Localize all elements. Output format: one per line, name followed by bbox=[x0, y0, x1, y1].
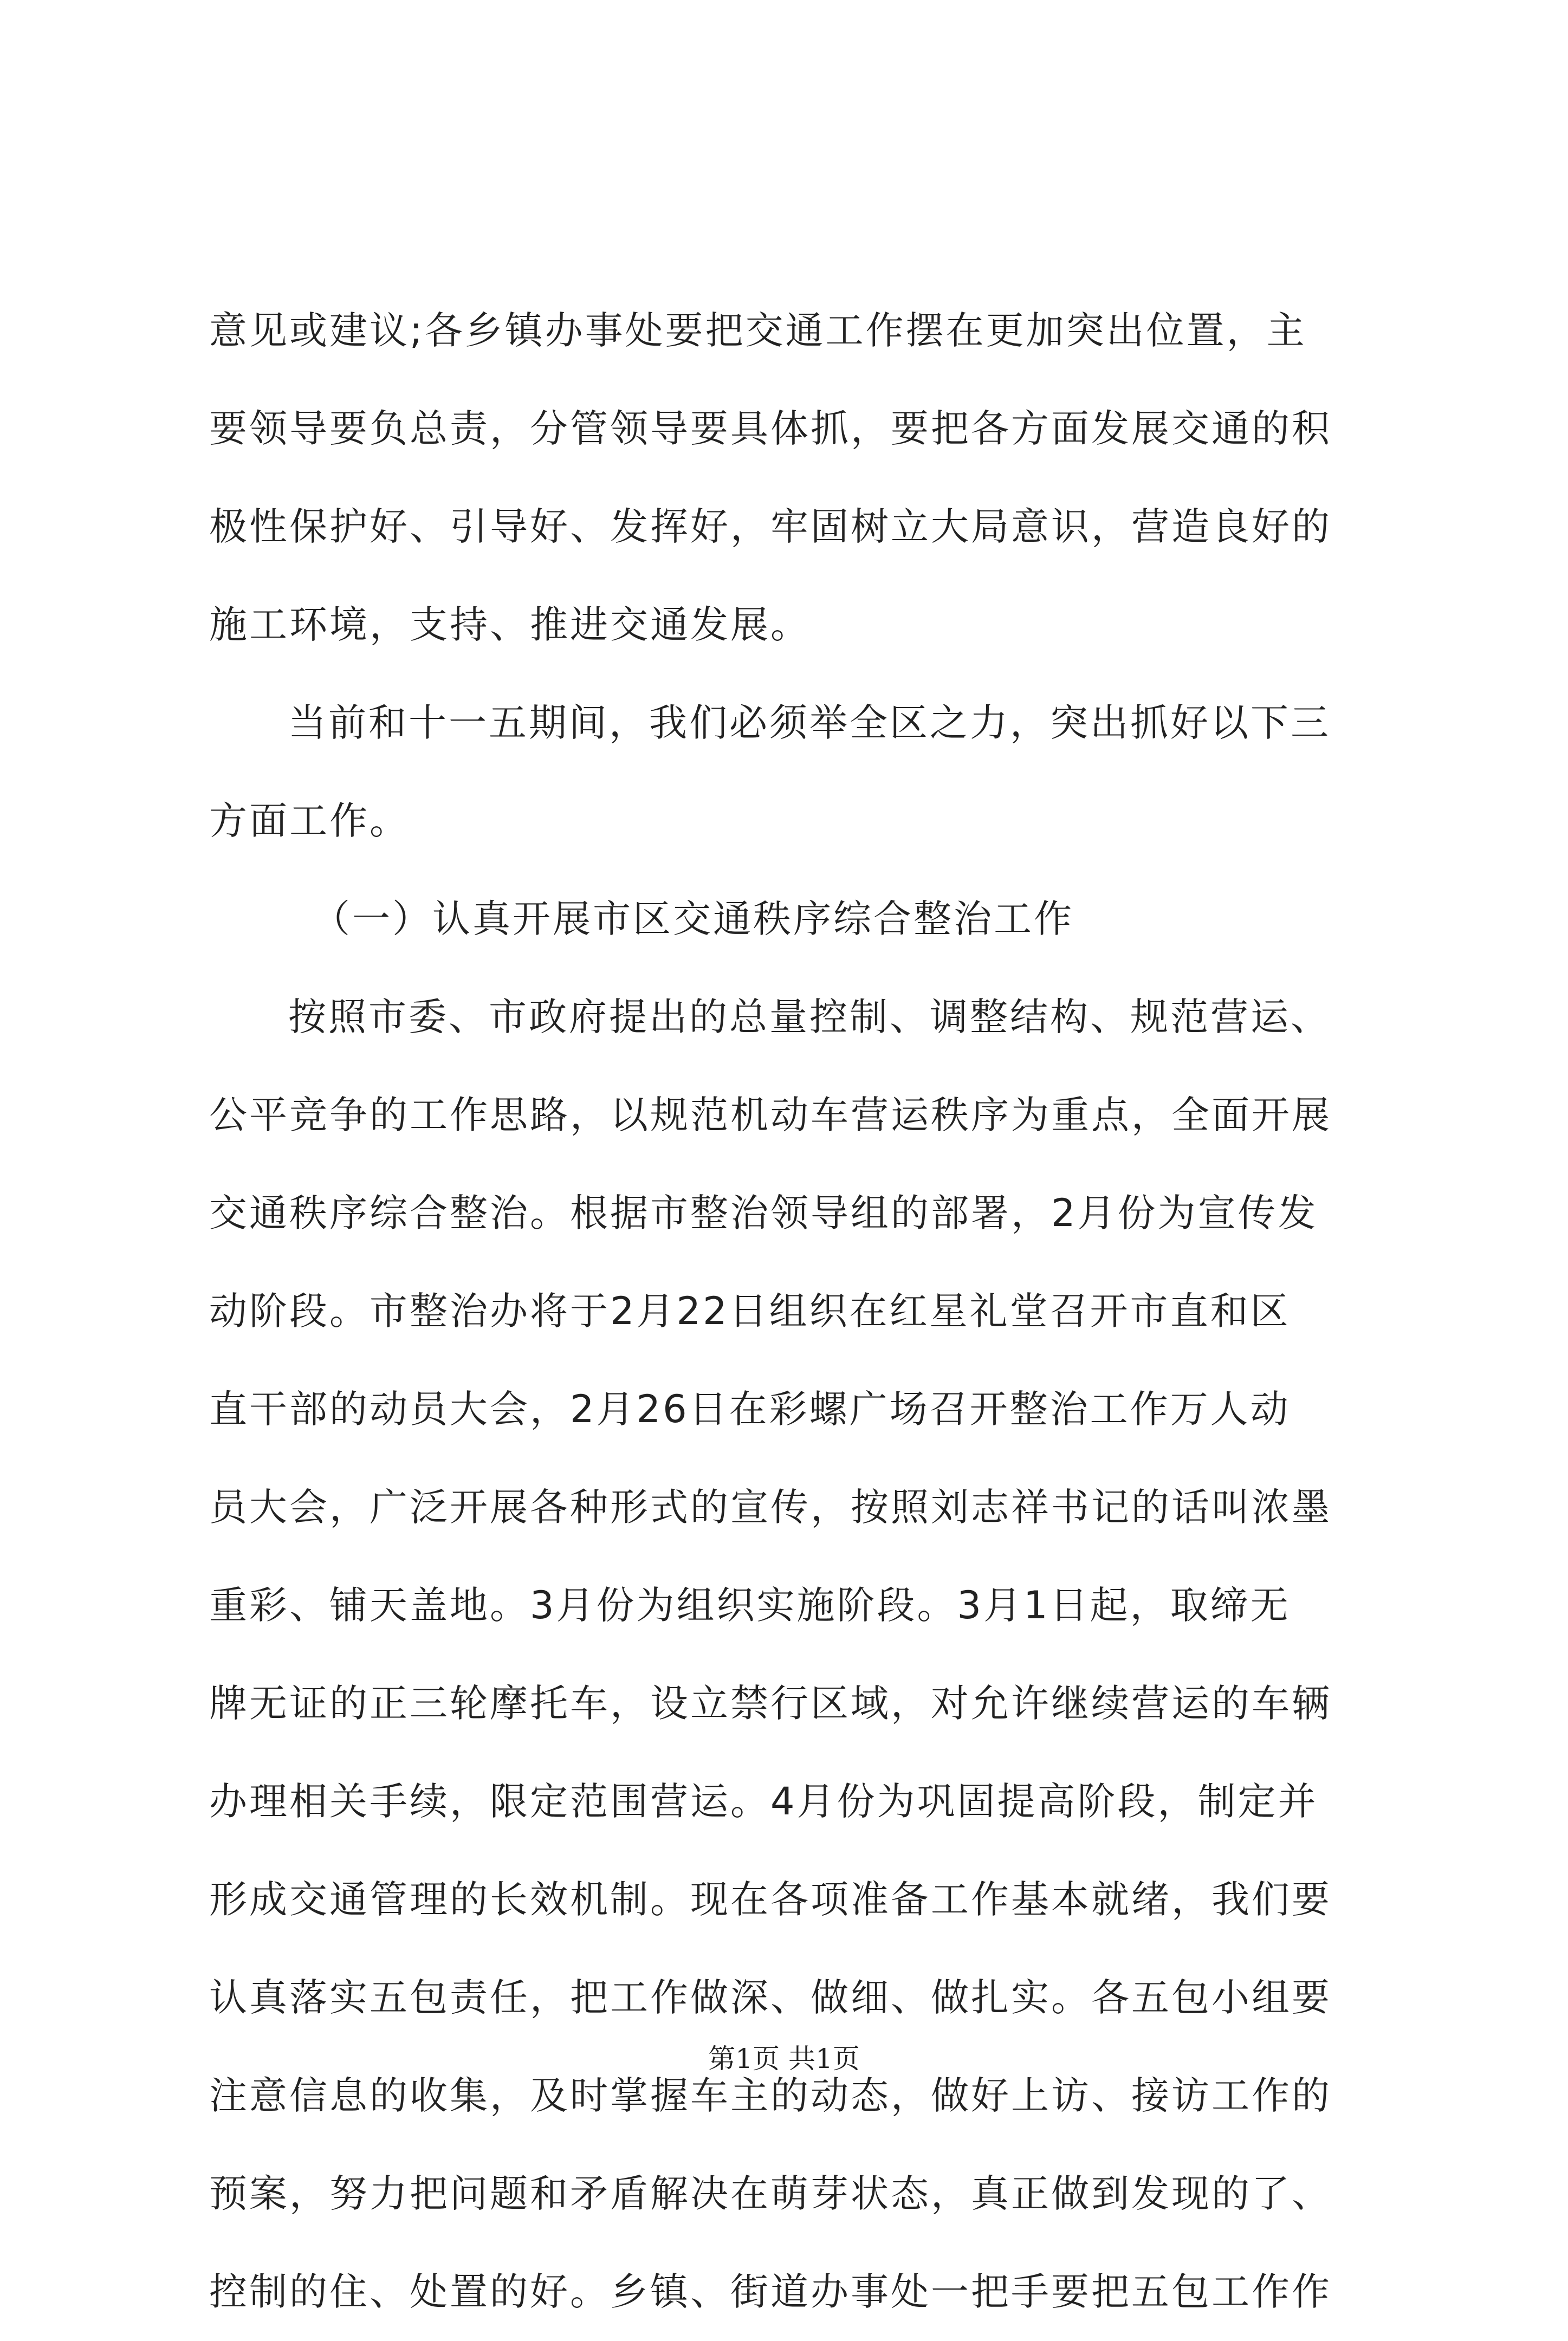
paragraph-line: 办理相关手续，限定范围营运。4月份为巩固提高阶段，制定并 bbox=[209, 1779, 1318, 1824]
document-body bbox=[209, 282, 1369, 2341]
paragraph-line: 形成交通管理的长效机制。现在各项准备工作基本就绪，我们要 bbox=[209, 1877, 1332, 1922]
paragraph-line: 牌无证的正三轮摩托车，设立禁行区域，对允许继续营运的车辆 bbox=[209, 1681, 1332, 1726]
paragraph-line: 当前和十一五期间，我们必须举全区之力，突出抓好以下三 bbox=[288, 701, 1331, 745]
paragraph-line: 直干部的动员大会，2月26日在彩螺广场召开整治工作万人动 bbox=[209, 1387, 1291, 1431]
paragraph-line: 意见或建议;各乡镇办事处要把交通工作摆在更加突出位置，主 bbox=[209, 308, 1307, 353]
paragraph-line: 动阶段。市整治办将于2月22日组织在红星礼堂召开市直和区 bbox=[209, 1289, 1291, 1333]
paragraph-line: 按照市委、市政府提出的总量控制、调整结构、规范营运、 bbox=[288, 995, 1331, 1039]
page-footer bbox=[0, 2037, 1568, 2076]
paragraph-line: 要领导要负总责，分管领导要具体抓，要把各方面发展交通的积 bbox=[209, 406, 1332, 451]
paragraph-line: 认真落实五包责任，把工作做深、做细、做扎实。各五包小组要 bbox=[209, 1975, 1332, 2020]
paragraph-line: 重彩、铺天盖地。3月份为组织实施阶段。3月1日起，取缔无 bbox=[209, 1583, 1291, 1627]
paragraph-line: 控制的住、处置的好。乡镇、街道办事处一把手要把五包工作作 bbox=[209, 2269, 1332, 2314]
paragraph-line: 施工环境，支持、推进交通发展。 bbox=[209, 602, 811, 647]
page-number: 第1页 共1页 bbox=[708, 2043, 860, 2074]
paragraph-line: 方面工作。 bbox=[209, 799, 410, 843]
paragraph-line: 注意信息的收集，及时掌握车主的动态，做好上访、接访工作的 bbox=[209, 2073, 1332, 2118]
paragraph-line: 预案，努力把问题和矛盾解决在萌芽状态，真正做到发现的了、 bbox=[209, 2171, 1332, 2216]
paragraph-line: 交通秩序综合整治。根据市整治领导组的部署，2月份为宣传发 bbox=[209, 1191, 1318, 1235]
paragraph-line: 公平竞争的工作思路，以规范机动车营运秩序为重点，全面开展 bbox=[209, 1093, 1332, 1137]
paragraph-line: 员大会，广泛开展各种形式的宣传，按照刘志祥书记的话叫浓墨 bbox=[209, 1485, 1332, 1529]
section-heading: （一）认真开展市区交通秩序综合整治工作 bbox=[312, 897, 1074, 941]
paragraph-line: 极性保护好、引导好、发挥好，牢固树立大局意识，营造良好的 bbox=[209, 504, 1332, 549]
